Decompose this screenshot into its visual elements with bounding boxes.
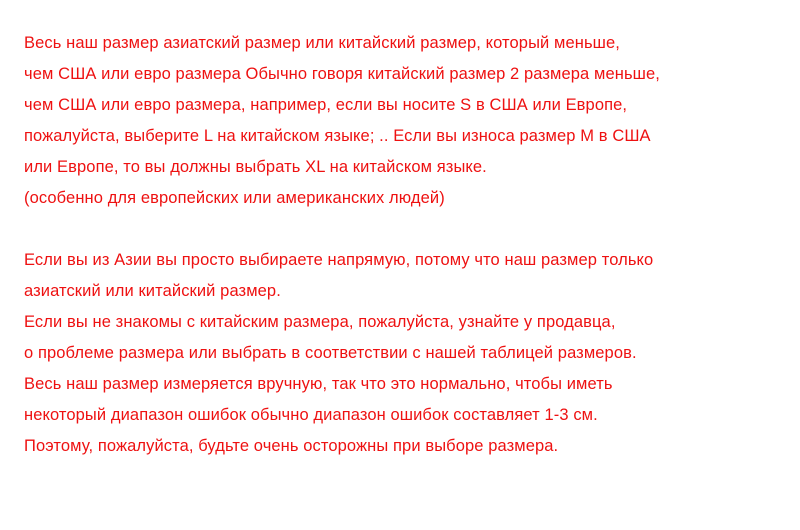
paragraph-spacer (24, 214, 782, 245)
text-line: о проблеме размера или выбрать в соответствии с нашей таблицей размеров. (24, 344, 637, 362)
text-line: чем США или евро размера, например, если вы носите S в США или Европе, (24, 96, 628, 114)
text-line: Весь наш размер измеряется вручную, так что это нормально, чтобы иметь (24, 375, 613, 393)
text-line: чем США или евро размера Обычно говоря китайский размер 2 размера меньше, (24, 65, 660, 83)
text-line: некоторый диапазон ошибок обычно диапазон ошибок составляет 1-3 см. (24, 406, 598, 424)
text-line: Поэтому, пожалуйста, будьте очень осторожны при выборе размера. (24, 437, 559, 455)
text-line: (особенно для европейских или американских людей) (24, 189, 445, 207)
text-line: Если вы не знакомы с китайским размера, пожалуйста, узнайте у продавца, (24, 313, 616, 331)
text-line: Если вы из Азии вы просто выбираете напрямую, потому что наш размер только (24, 251, 654, 269)
text-line: или Европе, то вы должны выбрать XL на китайском языке. (24, 158, 487, 176)
text-line: Весь наш размер азиатский размер или китайский размер, который меньше, (24, 34, 620, 52)
text-line: пожалуйста, выберите L на китайском языке; .. Если вы износа размер M в США (24, 127, 651, 145)
paragraph-1 (24, 28, 782, 214)
text-line: азиатский или китайский размер. (24, 282, 281, 300)
paragraph-2 (24, 245, 782, 462)
